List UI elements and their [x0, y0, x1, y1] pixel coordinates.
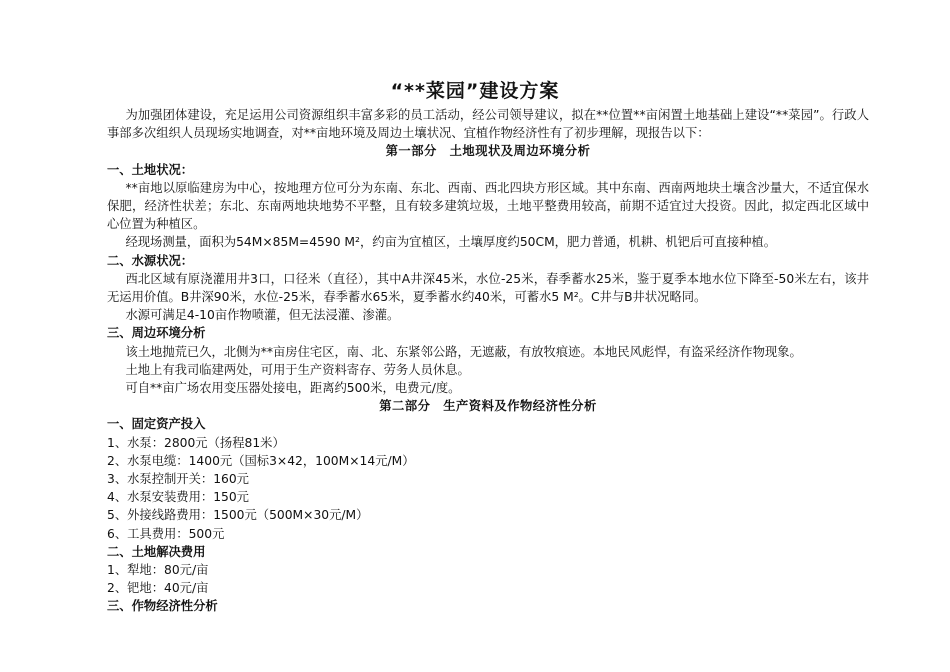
section-crop-economics-title: 三、作物经济性分析: [107, 599, 218, 614]
fixed-asset-item: 4、水泵安装费用：150元: [107, 490, 249, 505]
part1-heading: 第一部分 土地现状及周边环境分析: [385, 144, 591, 159]
section-land-cost-title: 二、土地解决费用: [107, 544, 206, 559]
section-fixed-assets-title: 一、固定资产投入: [107, 417, 206, 432]
section-environment-title: 三、周边环境分析: [107, 326, 206, 341]
environment-paragraph-3: 可自**亩广场农用变压器处接电，距离约500米，电费元/度。: [125, 381, 461, 396]
fixed-asset-item: 6、工具费用：500元: [107, 526, 225, 541]
land-paragraph-1: **亩地以原临建房为中心，按地理方位可分为东南、东北、西南、西北四块方形区域。其中东南、西南两地块土壤含沙量大，不适宜保水保肥，经济性状差；东北、东南两地块地势不平整，且有较多建筑垃圾，土地平整费用较高，前期不适宜过大投资。因此，拟定西北区域中心位置为种植区。: [107, 180, 869, 232]
water-paragraph-1: 西北区域有原浇灌用井3口，口径米（直径），其中A井深45米，水位-25米，春季蓄水25米，鉴于夏季本地水位下降至-50米左右，该井无运用价值。B井深90米，水位-25米，春季蓄水65米，夏季蓄水约40米，可蓄水5 M²。C井与B井状况略同。: [107, 271, 869, 305]
water-paragraph-2: 水源可满足4-10亩作物喷灌，但无法浸灌、渗灌。: [125, 308, 400, 323]
fixed-asset-item: 1、水泵：2800元（扬程81米）: [107, 435, 285, 450]
environment-paragraph-1: 该土地抛荒已久，北侧为**亩房住宅区，南、北、东紧邻公路，无遮蔽，有放牧痕迹。本地民风彪悍，有盗采经济作物现象。: [125, 344, 802, 359]
document-body: [107, 106, 869, 616]
land-cost-item: 2、钯地：40元/亩: [107, 581, 209, 596]
environment-paragraph-2: 土地上有我司临建两处，可用于生产资料寄存、劳务人员休息。: [125, 362, 470, 377]
fixed-asset-item: 3、水泵控制开关：160元: [107, 472, 249, 487]
intro-paragraph: 为加强团体建设，充足运用公司资源组织丰富多彩的员工活动，经公司领导建议，拟在**位置**亩闲置土地基础上建设“**菜园”。行政人事部多次组织人员现场实地调查，对**亩地环境及周边土壤状况、宜植作物经济性有了初步理解，现报告以下：: [107, 108, 869, 141]
document-title: “**菜园”建设方案: [390, 80, 560, 102]
part2-heading: 第二部分 生产资料及作物经济性分析: [379, 399, 597, 414]
fixed-asset-item: 5、外接线路费用：1500元（500M×30元/M）: [107, 508, 369, 523]
land-cost-item: 1、犁地：80元/亩: [107, 563, 209, 578]
section-land-title: 一、土地状况：: [107, 162, 194, 177]
land-paragraph-2: 经现场测量，面积为54M×85M=4590 M²，约亩为宜植区，土壤厚度约50CM，肥力普通，机耕、机钯后可直接种植。: [125, 235, 777, 250]
section-water-title: 二、水源状况：: [107, 253, 194, 268]
fixed-asset-item: 2、水泵电缆：1400元（国标3×42，100M×14元/M）: [107, 453, 415, 468]
